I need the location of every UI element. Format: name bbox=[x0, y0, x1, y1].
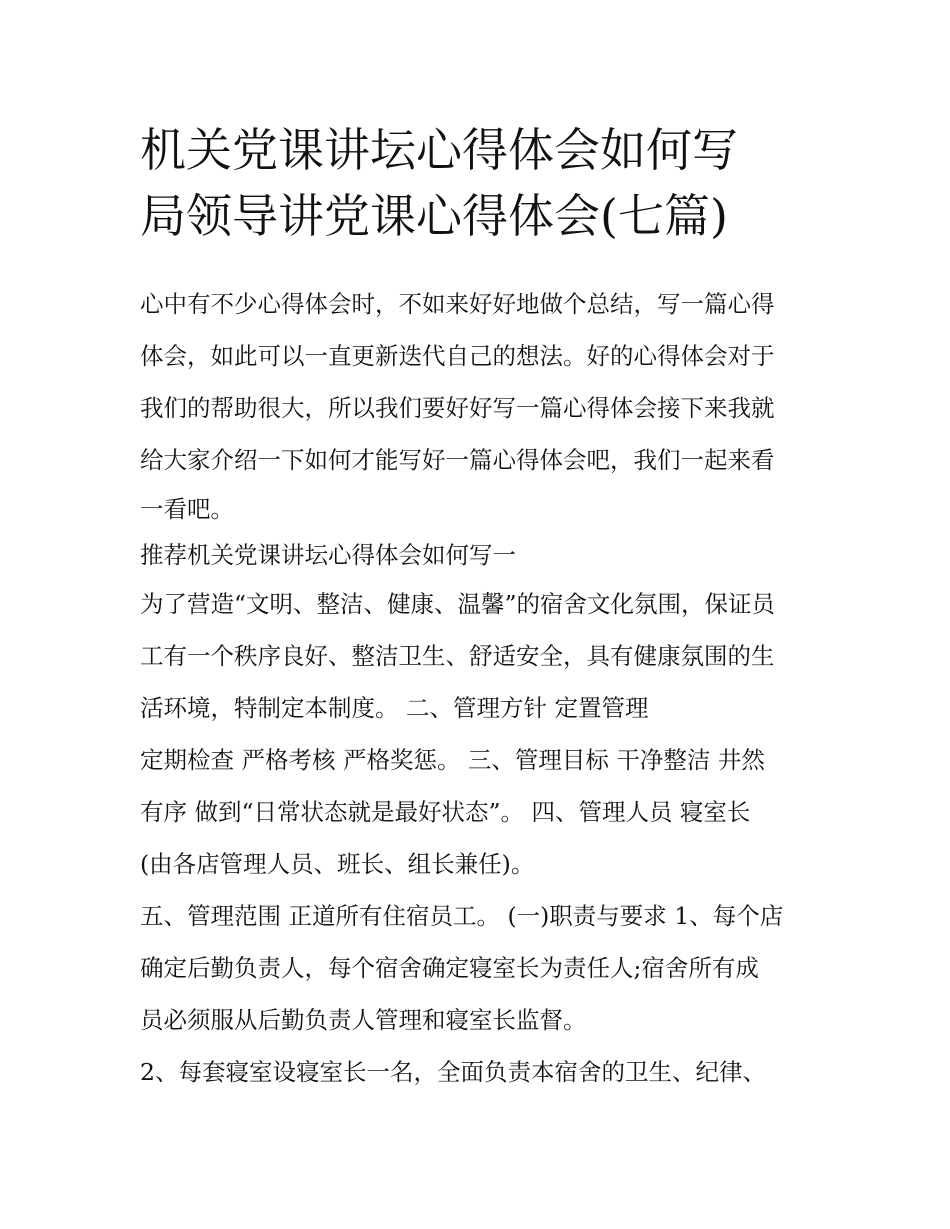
body-line-7: 为了营造“文明、整洁、健康、温馨”的宿舍文化氛围，保证员 bbox=[140, 590, 776, 618]
body-line-12: (由各店管理人员、班长、组长兼任)。 bbox=[140, 850, 535, 878]
body-line-15: 员必须服从后勤负责人管理和寝室长监督。 bbox=[140, 1006, 587, 1034]
body-line-10: 定期检查 严格考核 严格奖惩。 三、管理目标 干净整洁 井然 bbox=[140, 746, 765, 774]
body-line-4: 给大家介绍一下如何才能写好一篇心得体会吧，我们一起来看 bbox=[140, 446, 775, 474]
title-line-2: 局领导讲党课心得体会(七篇) bbox=[140, 189, 728, 243]
document-title bbox=[140, 117, 840, 249]
body-line-8: 工有一个秩序良好、整洁卫生、舒适安全，具有健康氛围的生 bbox=[140, 642, 775, 670]
body-line-11: 有序 做到“日常状态就是最好状态”。 四、管理人员 寝室长 bbox=[140, 798, 751, 826]
title-line-1: 机关党课讲坛心得体会如何写 bbox=[140, 123, 738, 177]
body-line-1: 心中有不少心得体会时，不如来好好地做个总结，写一篇心得 bbox=[140, 290, 775, 318]
section-heading: 推荐机关党课讲坛心得体会如何写一 bbox=[140, 541, 516, 569]
body-line-5: 一看吧。 bbox=[140, 495, 234, 523]
body-line-3: 我们的帮助很大，所以我们要好好写一篇心得体会接下来我就 bbox=[140, 394, 775, 422]
body-line-14: 确定后勤负责人，每个宿舍确定寝室长为责任人;宿舍所有成 bbox=[140, 954, 759, 982]
body-line-13: 五、管理范围 正道所有住宿员工。 (一)职责与要求 1、每个店 bbox=[140, 902, 784, 930]
document-body bbox=[140, 278, 830, 1098]
body-line-16: 2、每套寝室设寝室长一名，全面负责本宿舍的卫生、纪律、 bbox=[140, 1058, 766, 1086]
body-line-2: 体会，如此可以一直更新迭代自己的想法。好的心得体会对于 bbox=[140, 342, 775, 370]
body-line-9: 活环境，特制定本制度。 二、管理方针 定置管理 bbox=[140, 694, 649, 722]
